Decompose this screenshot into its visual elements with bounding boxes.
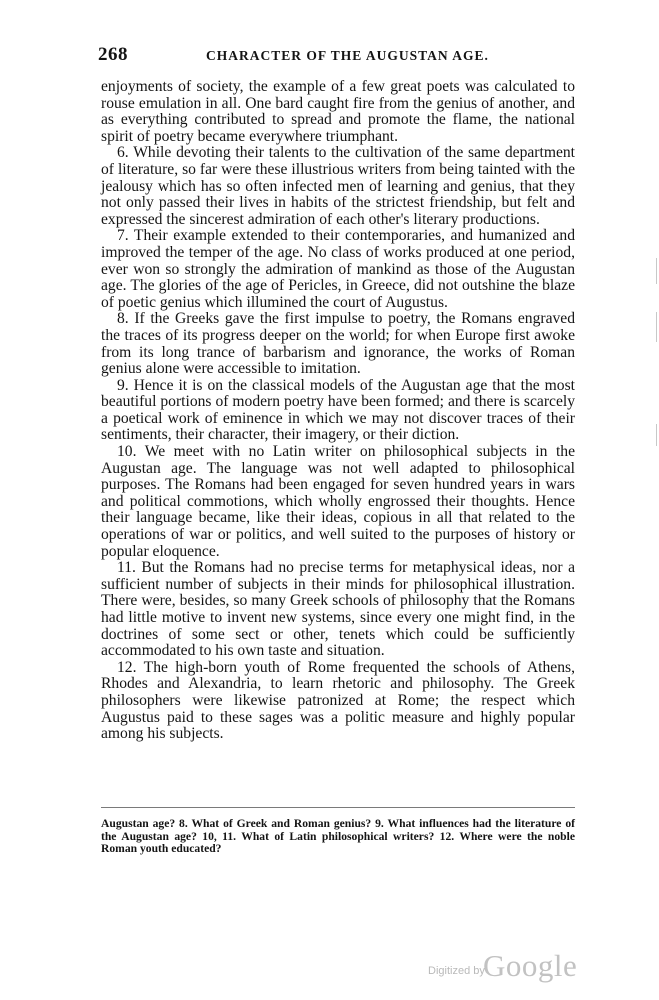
scan-edge-mark [656,312,658,342]
watermark-prefix: Digitized by [428,965,485,977]
paragraph-8: 8. If the Greeks gave the first impulse to poetry, the Romans engraved the traces of its progress deeper on the world; for when Europe first awoke from its long trance of barbarism and ignorance, the works of Roman genius alone were accessible to imitation. [101,310,575,378]
page-number: 268 [98,44,128,65]
digitized-watermark [420,948,610,988]
scan-edge-mark [656,258,658,284]
paragraph-11: 11. But the Romans had no precise terms for metaphysical ideas, nor a sufficient number of subjects in their minds for philosophical illustration. There were, besides, so many Greek schools of philosophy that the Romans had little motive to invent new systems, since every one might find, in the doctrines of some sect or other, tenets which could be sufficiently accommodated to his own taste and situation. [101,559,575,660]
scan-edge-mark [656,424,658,446]
body-text [101,79,575,743]
paragraph-9: 9. Hence it is on the classical models of the Augustan age that the most beautiful portions of modern poetry have been formed; and there is scarcely a poetical work of eminence in which we may not discover traces of their sentiments, their character, their imagery, or their diction. [101,376,575,444]
page-header [98,44,578,68]
paragraph-continued: enjoyments of society, the example of a few great poets was calculated to rouse emulation in all. One bard caught fire from the genius of another, and as everything contributed to spread and promote the flame, the national spirit of poetry became everywhere triumphant. [101,78,575,145]
running-title: CHARACTER OF THE AUGUSTAN AGE. [206,48,489,63]
footnote-divider [101,807,575,808]
paragraph-7: 7. Their example extended to their contemporaries, and humanized and improved the temper of the age. No class of works produced at one period, ever won so strongly the admiration of mankind as those of the Augustan age. The glories of the age of Pericles, in Greece, did not outshine the blaze of poetic genius which illumined the court of Augustus. [101,227,575,311]
paragraph-10: 10. We meet with no Latin writer on philosophical subjects in the Augustan age. The language was not well adapted to philosophical purposes. The Romans had been engaged for seven hundred years in wars and political commotions, which wholly engrossed their thoughts. Hence their language became, like their ideas, copious in all that related to the operations of war or politics, and well suited to the purposes of history or popular eloquence. [101,443,575,560]
study-questions: Augustan age? 8. What of Greek and Roman genius? 9. What influences had the literature of the Augustan age? 10, 11. What of Latin philosophical writers? 12. Where were the noble Roman youth educated? [101,817,575,855]
google-logo: Google [483,948,578,983]
paragraph-12: 12. The high-born youth of Rome frequented the schools of Athens, Rhodes and Alexandria, to learn rhetoric and philosophy. The Greek philosophers were likewise patronized at Rome; the respect which Augustus paid to these sages was a politic measure and highly popular among his subjects. [101,658,575,743]
paragraph-6: 6. While devoting their talents to the cultivation of the same department of literature, so far were these illustrious writers from being tainted with the jealousy which has so often infected men of learning and genius, that they not only passed their lives in habits of the strictest friendship, but felt and expressed the sincerest admiration of each other's literary productions. [101,144,575,228]
